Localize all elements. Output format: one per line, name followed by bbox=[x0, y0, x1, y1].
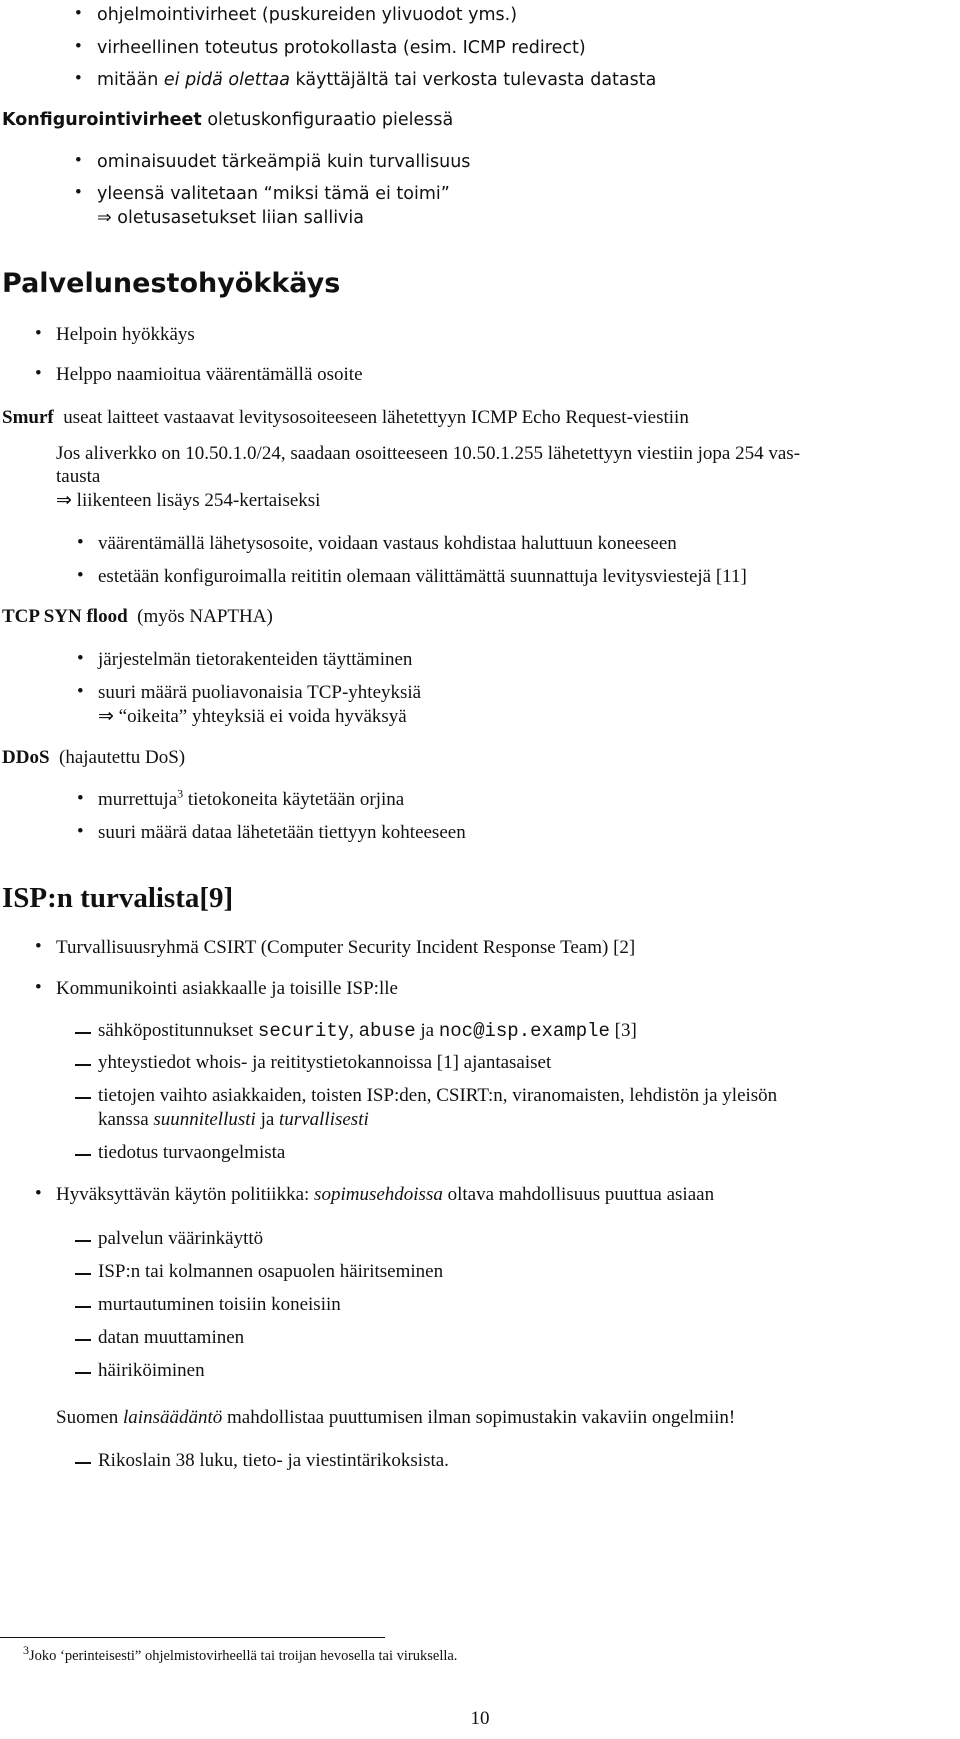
bullet-glyph: • bbox=[35, 363, 42, 384]
section-heading-isp: ISP:n turvalista[9] bbox=[2, 882, 234, 914]
implies-line: ⇒ oletusasetukset liian sallivia bbox=[97, 208, 364, 228]
config-entry bbox=[2, 108, 453, 132]
bullet-text: yleensä valitetaan “miksi tämä ei toimi” bbox=[97, 184, 450, 204]
policy-item: ISP:n tai kolmannen osapuolen häiritseminen bbox=[98, 1261, 444, 1282]
implies-line: ⇒ liikenteen lisäys 254-kertaiseksi bbox=[56, 490, 321, 511]
bullet-text: Helppo naamioitua väärentämällä osoite bbox=[56, 364, 363, 385]
sub-item: sähköpostitunnukset security, abuse ja noc@isp.example [3] bbox=[98, 1020, 637, 1042]
implies-arrow-icon: ⇒ bbox=[56, 490, 72, 511]
bullet-text: Helpoin hyökkäys bbox=[56, 324, 195, 345]
dash-marker bbox=[75, 1273, 91, 1275]
ddos-desc: (hajautettu DoS) bbox=[59, 747, 186, 768]
bullet-text: murrettuja$^3$ tietokoneita käytetään orjina bbox=[98, 786, 405, 810]
bullet-glyph: • bbox=[77, 821, 84, 842]
bullet-glyph: • bbox=[75, 68, 82, 89]
sub-item: yhteystiedot whois- ja reititystietokannoissa [1] ajantasaiset bbox=[98, 1052, 552, 1073]
implies-arrow-icon: ⇒ bbox=[98, 706, 114, 727]
footnote-rule bbox=[0, 1637, 385, 1638]
policy-item: murtautuminen toisiin koneisiin bbox=[98, 1294, 341, 1315]
config-term: Konfigurointivirheet bbox=[2, 110, 202, 130]
bullet-glyph: • bbox=[35, 323, 42, 344]
smurf-paragraph-line: Jos aliverkko on 10.50.1.0/24, saadaan osoitteeseen 10.50.1.255 lähetettyyn viestiin jopa 254 vas- bbox=[56, 443, 801, 464]
bullet-glyph: • bbox=[77, 565, 84, 586]
bullet-glyph: • bbox=[35, 977, 42, 998]
syn-term: TCP SYN flood bbox=[2, 606, 128, 627]
syn-desc: (myös NAPTHA) bbox=[137, 606, 273, 627]
ddos-term: DDoS bbox=[2, 747, 50, 768]
sub-item: tietojen vaihto asiakkaiden, toisten ISP:den, CSIRT:n, viranomaisten, lehdistön ja yleisön bbox=[98, 1085, 778, 1106]
bullet-text: Kommunikointi asiakkaalle ja toisille ISP:lle bbox=[56, 978, 398, 999]
bullet-text: järjestelmän tietorakenteiden täyttäminen bbox=[98, 649, 413, 670]
smurf-entry bbox=[2, 406, 689, 430]
dash-marker bbox=[75, 1154, 91, 1156]
bullet-glyph: • bbox=[35, 936, 42, 957]
bullet-glyph: • bbox=[77, 532, 84, 553]
bullet-text: ohjelmointivirheet (puskureiden ylivuodot yms.) bbox=[97, 5, 518, 25]
footnote-mark: 3 bbox=[23, 1643, 29, 1658]
footnote-mark: 3 bbox=[177, 786, 184, 801]
sub-item: tiedotus turvaongelmista bbox=[98, 1142, 286, 1163]
dash-marker bbox=[75, 1064, 91, 1066]
smurf-term: Smurf bbox=[2, 407, 54, 428]
bullet-text: väärentämällä lähetysosoite, voidaan vastaus kohdistaa haluttuun koneeseen bbox=[98, 533, 677, 554]
footnote: $^3$Joko ‘perinteisesti” ohjelmistovirheellä tai troijan hevosella tai viruksella. bbox=[23, 1643, 458, 1664]
policy-item: häiriköiminen bbox=[98, 1360, 205, 1381]
implies-arrow-icon: ⇒ bbox=[97, 208, 112, 228]
bullet-text: suuri määrä puoliavonaisia TCP-yhteyksiä bbox=[98, 682, 422, 703]
bullet-glyph: • bbox=[75, 150, 82, 171]
smurf-desc: useat laitteet vastaavat levitysosoiteeseen lähetettyyn ICMP Echo Request-viestiin bbox=[63, 407, 689, 428]
bullet-text: Hyväksyttävän käytön politiikka: sopimusehdoissa oltava mahdollisuus puuttua asiaan bbox=[56, 1184, 715, 1205]
policy-item: palvelun väärinkäyttö bbox=[98, 1228, 264, 1249]
section-heading-dos: Palvelunestohyökkäys bbox=[2, 268, 341, 299]
dash-marker bbox=[75, 1240, 91, 1242]
bullet-glyph: • bbox=[75, 182, 82, 203]
dash-marker bbox=[75, 1372, 91, 1374]
sub-item-continuation: kanssa suunnitellusti ja turvallisesti bbox=[98, 1109, 369, 1130]
bullet-text: mitään ei pidä olettaa käyttäjältä tai verkosta tulevasta datasta bbox=[97, 70, 657, 90]
smurf-paragraph-line: tausta bbox=[56, 466, 101, 487]
ddos-entry bbox=[2, 746, 185, 770]
bullet-text: estetään konfiguroimalla reititin olemaan välittämättä suunnattuja levitysviestejä [11] bbox=[98, 566, 747, 587]
implies-line: ⇒ “oikeita” yhteyksiä ei voida hyväksyä bbox=[98, 706, 407, 727]
bullet-glyph: • bbox=[35, 1183, 42, 1204]
policy-item: datan muuttaminen bbox=[98, 1327, 245, 1348]
dash-marker bbox=[75, 1306, 91, 1308]
dash-marker bbox=[75, 1339, 91, 1341]
bullet-text: virheellinen toteutus protokollasta (esim. ICMP redirect) bbox=[97, 38, 586, 58]
bullet-text: Turvallisuusryhmä CSIRT (Computer Security Incident Response Team) [2] bbox=[56, 937, 636, 958]
dash-marker bbox=[75, 1032, 91, 1034]
law-paragraph: Suomen lainsäädäntö mahdollistaa puuttumisen ilman sopimustakin vakaviin ongelmiin! bbox=[56, 1407, 736, 1428]
page-number: 10 bbox=[470, 1708, 490, 1729]
bullet-glyph: • bbox=[77, 788, 84, 809]
bullet-glyph: • bbox=[77, 681, 84, 702]
dash-marker bbox=[75, 1462, 91, 1464]
law-item: Rikoslain 38 luku, tieto- ja viestintärikoksista. bbox=[98, 1450, 449, 1471]
bullet-text: suuri määrä dataa lähetetään tiettyyn kohteeseen bbox=[98, 822, 466, 843]
bullet-glyph: • bbox=[75, 36, 82, 57]
bullet-glyph: • bbox=[75, 3, 82, 24]
syn-entry bbox=[2, 605, 273, 629]
dash-marker bbox=[75, 1097, 91, 1099]
bullet-glyph: • bbox=[77, 648, 84, 669]
bullet-text: ominaisuudet tärkeämpiä kuin turvallisuus bbox=[97, 152, 471, 172]
config-desc: oletuskonfiguraatio pielessä bbox=[207, 110, 454, 130]
